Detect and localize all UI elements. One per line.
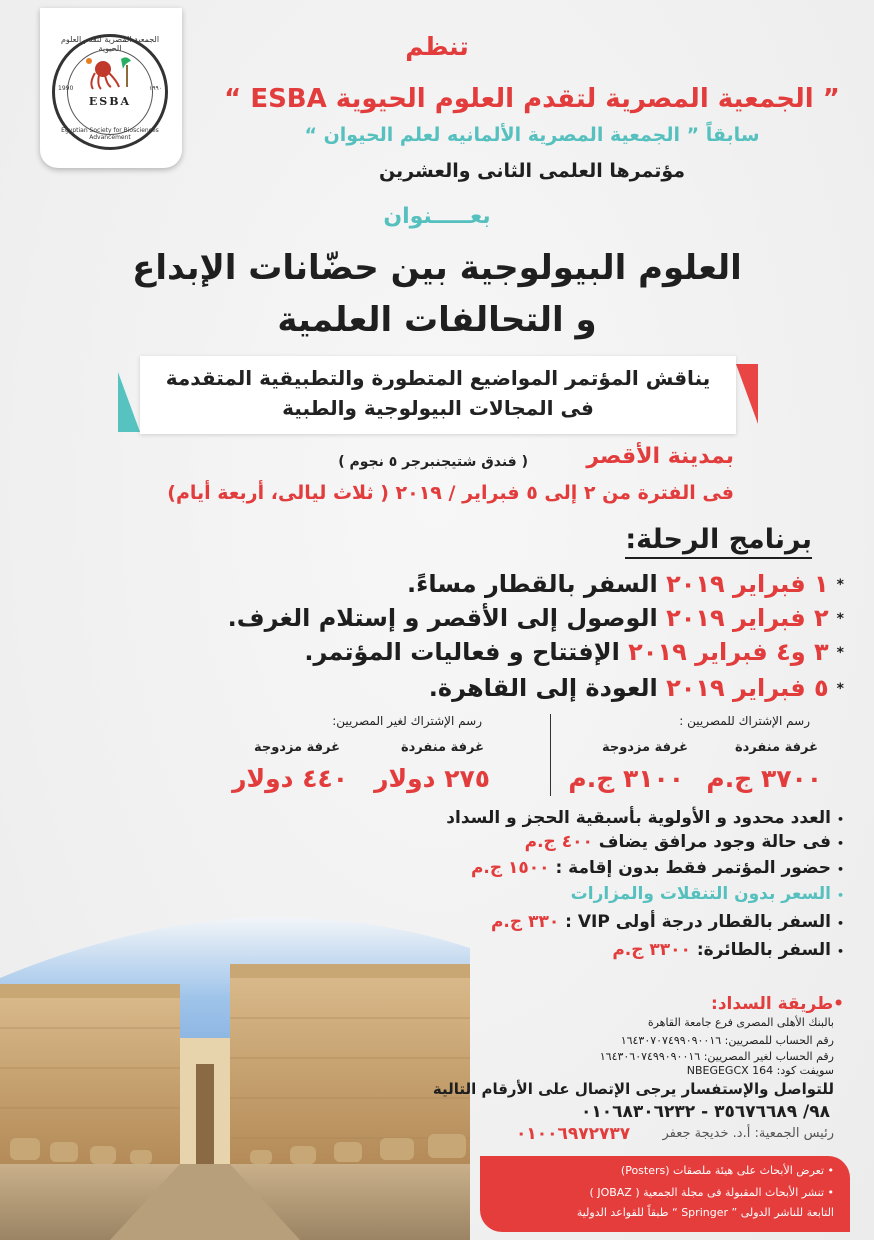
conference-title-line2: و التحالفات العلمية bbox=[277, 300, 597, 340]
program-item-text: السفر بالقطار مساءً. bbox=[406, 570, 658, 598]
contact-text: للتواصل والإستفسار يرجى الإتصال على الأرقام التالية bbox=[432, 1080, 834, 1098]
fee-eg-single-label: غرفة منفردة bbox=[734, 740, 818, 755]
fee-foreigners-label: رسم الإشتراك لغير المصريين: bbox=[332, 714, 482, 728]
footer-line3: التابعة للناشر الدولى ” Springer “ طبقاً للقواعد الدولية bbox=[576, 1206, 834, 1219]
program-item-date: ٥ فبراير ٢٠١٩ bbox=[666, 674, 829, 702]
program-item: *٥ فبراير ٢٠١٩ العودة إلى القاهرة. bbox=[428, 674, 844, 702]
note-item: •السفر بالطائرة: ٣٣٠٠ ج.م bbox=[612, 940, 844, 960]
logo-ring-top-text: الجمعية المصرية لتقدم العلوم الحيوية bbox=[60, 35, 160, 53]
note-text: السعر بدون التنقلات والمزارات bbox=[570, 884, 831, 904]
note-item: •السفر بالقطار درجة أولى VIP : ٣٣٠ ج.م bbox=[490, 912, 844, 932]
conference-label: مؤتمرها العلمى الثانى والعشرين bbox=[378, 160, 686, 182]
footer-line2: • تنشر الأبحاث المقبولة فى مجلة الجمعية ( JOBAZ ) bbox=[589, 1186, 834, 1199]
payment-account-egyptians: رقم الحساب للمصريين: ١٦٤٣٠٧٠٧٤٩٩٠٩٠٠١٦ bbox=[620, 1034, 834, 1047]
banner-line2: فى المجالات البيولوجية والطبية bbox=[282, 396, 594, 420]
program-item-text: الوصول إلى الأقصر و إستلام الغرف. bbox=[227, 604, 658, 632]
program-item: *٢ فبراير ٢٠١٩ الوصول إلى الأقصر و إستلام الغرف. bbox=[227, 604, 844, 632]
note-item: •السعر بدون التنقلات والمزارات bbox=[570, 884, 844, 904]
temple-illustration bbox=[0, 888, 470, 1240]
footer-notice bbox=[480, 1156, 850, 1232]
program-heading: برنامج الرحلة: bbox=[625, 524, 812, 559]
banner-teal-accent bbox=[118, 372, 140, 432]
note-text: السفر بالطائرة: bbox=[696, 940, 831, 960]
program-item-text: العودة إلى القاهرة. bbox=[428, 674, 658, 702]
formerly-name: سابقاً ” الجمعية المصرية الألمانيه لعلم الحيوان “ bbox=[304, 124, 760, 146]
fees-divider bbox=[550, 714, 551, 796]
note-item: •حضور المؤتمر فقط بدون إقامة : ١٥٠٠ ج.م bbox=[470, 858, 844, 878]
note-value: ٤٠٠ ج.م bbox=[524, 832, 593, 852]
banner-line1: يناقش المؤتمر المواضيع المتطورة والتطبيقية المتقدمة bbox=[165, 366, 711, 390]
program-item: *١ فبراير ٢٠١٩ السفر بالقطار مساءً. bbox=[406, 570, 844, 598]
note-text: فى حالة وجود مرافق يضاف bbox=[598, 832, 831, 852]
topics-banner bbox=[118, 356, 758, 434]
note-text: حضور المؤتمر فقط بدون إقامة : bbox=[555, 858, 831, 878]
note-item: •العدد محدود و الأولوية بأسبقية الحجز و السداد bbox=[446, 808, 844, 828]
note-text: السفر بالقطار درجة أولى VIP : bbox=[565, 912, 831, 932]
society-name: ” الجمعية المصرية لتقدم العلوم الحيوية ESBA “ bbox=[224, 84, 840, 114]
logo-name: ESBA bbox=[88, 95, 132, 108]
program-item-date: ٣ و٤ فبراير ٢٠١٩ bbox=[628, 638, 829, 666]
program-item-date: ١ فبراير ٢٠١٩ bbox=[666, 570, 829, 598]
fee-fr-single-label: غرفة منفردة bbox=[400, 740, 484, 755]
logo-year-right: ١٩٩٠ bbox=[149, 85, 162, 92]
logo-year-left: 1990 bbox=[58, 85, 74, 92]
fee-fr-double-value: ٤٤٠ دولار bbox=[232, 764, 348, 793]
payment-bank: بالبنك الأهلى المصرى فرع جامعة القاهرة bbox=[647, 1016, 834, 1029]
society-president: رئيس الجمعية: أ.د. خديجة جعفر bbox=[662, 1126, 834, 1141]
fee-fr-single-value: ٢٧٥ دولار bbox=[374, 764, 490, 793]
karnak-temple-image bbox=[0, 888, 470, 1240]
payment-account-foreigners: رقم الحساب لغير المصريين: ١٦٤٣٠٦٠٧٤٩٩٠٩٠٠١٦ bbox=[599, 1050, 834, 1063]
conference-title-line1: العلوم البيولوجية بين حضّانات الإبداع bbox=[132, 248, 742, 288]
footer-line1: • تعرض الأبحاث على هيئة ملصقات (Posters) bbox=[620, 1164, 834, 1177]
payment-title: •طريقة السداد: bbox=[711, 994, 844, 1014]
venue-hotel: ( فندق شتيجنبرجر ٥ نجوم ) bbox=[338, 454, 528, 470]
note-item: •فى حالة وجود مرافق يضاف ٤٠٠ ج.م bbox=[524, 832, 844, 852]
venue-city: بمدينة الأقصر bbox=[586, 444, 734, 469]
titled-label: بعـــــنوان bbox=[383, 204, 491, 229]
fee-eg-double-label: غرفة مزدوجة bbox=[601, 740, 688, 755]
note-value: ٣٣٠ ج.م bbox=[490, 912, 560, 932]
fee-eg-single-value: ٣٧٠٠ ج.م bbox=[706, 764, 822, 793]
note-value: ٣٣٠٠ ج.م bbox=[612, 940, 691, 960]
program-item-text: الإفتتاح و فعاليات المؤتمر. bbox=[304, 638, 620, 666]
president-phone: ٠١٠٠٦٩٧٢٧٣٧ bbox=[516, 1124, 631, 1144]
payment-swift: سويفت كود: NBEGEGCX 164 bbox=[686, 1064, 834, 1077]
venue-period: فى الفترة من ٢ إلى ٥ فبراير / ٢٠١٩ ( ثلاث ليالى، أربعة أيام) bbox=[167, 482, 734, 504]
program-item: *٣ و٤ فبراير ٢٠١٩ الإفتتاح و فعاليات المؤتمر. bbox=[304, 638, 844, 666]
banner-red-accent bbox=[736, 364, 758, 424]
program-item-date: ٢ فبراير ٢٠١٩ bbox=[666, 604, 829, 632]
contact-phones: ٩٨/ ٣٥٦٧٦٦٨٩ - ٠١٠٦٨٣٠٦٢٣٢ bbox=[581, 1102, 830, 1122]
fee-fr-double-label: غرفة مزدوجة bbox=[253, 740, 340, 755]
logo-ring-bottom-text: Egyptian Society for Biosciences Advancement bbox=[61, 127, 159, 141]
fee-egyptians-label: رسم الإشتراك للمصريين : bbox=[679, 714, 810, 728]
fee-eg-double-value: ٣١٠٠ ج.م bbox=[568, 764, 684, 793]
organizes-label: تنظم bbox=[405, 32, 469, 61]
note-value: ١٥٠٠ ج.م bbox=[470, 858, 550, 878]
note-text: العدد محدود و الأولوية بأسبقية الحجز و السداد bbox=[446, 808, 831, 828]
